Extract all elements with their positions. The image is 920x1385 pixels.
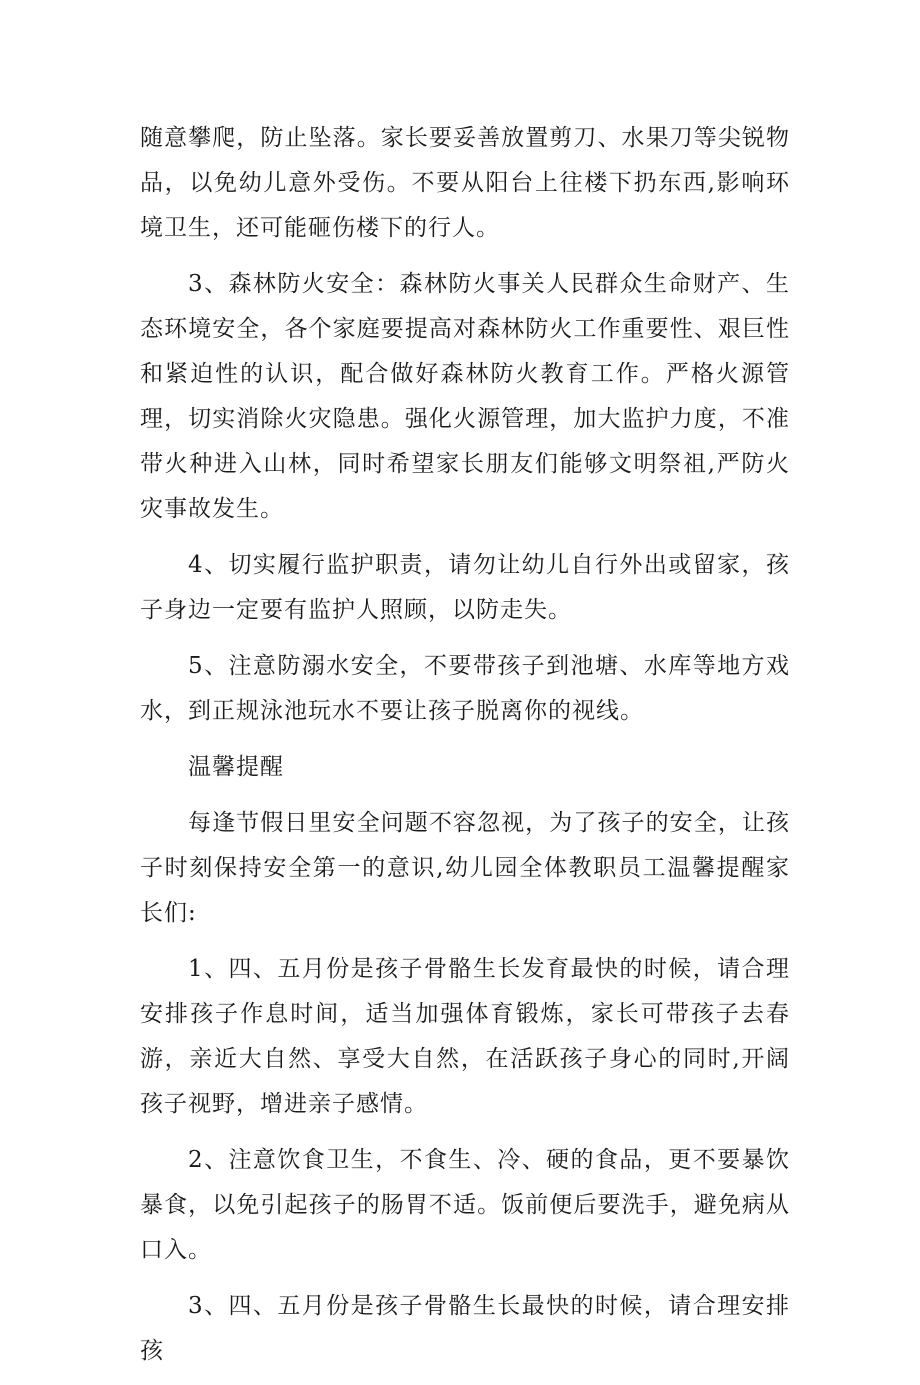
paragraph-guardianship: 4、切实履行监护职责，请勿让幼儿自行外出或留家，孩子身边一定要有监护人照顾，以防走失。 <box>140 552 790 623</box>
paragraph-tip-3: 3、四、五月份是孩子骨骼生长最快的时候，请合理安排孩 <box>140 1293 790 1364</box>
document-body <box>140 116 790 1385</box>
paragraph-drowning-safety: 5、注意防溺水安全，不要带孩子到池塘、水库等地方戏水，到正规泳池玩水不要让孩子脱离你的视线。 <box>140 653 790 724</box>
paragraph-continuation: 随意攀爬，防止坠落。家长要妥善放置剪刀、水果刀等尖锐物品，以免幼儿意外受伤。不要从阳台上往楼下扔东西,影响环境卫生，还可能砸伤楼下的行人。 <box>140 125 790 241</box>
paragraph-intro: 每逢节假日里安全问题不容忽视，为了孩子的安全，让孩子时刻保持安全第一的意识,幼儿园全体教职员工温馨提醒家长们: <box>140 810 790 926</box>
paragraph-tip-2: 2、注意饮食卫生，不食生、冷、硬的食品，更不要暴饮暴食，以免引起孩子的肠胃不适。饭前便后要洗手，避免病从口入。 <box>140 1147 790 1263</box>
paragraph-forest-fire-safety: 3、森林防火安全：森林防火事关人民群众生命财产、生态环境安全，各个家庭要提高对森林防火工作重要性、艰巨性和紧迫性的认识，配合做好森林防火教育工作。严格火源管理，切实消除火灾隐患。强化火源管理，加大监护力度，不准带火种进入山林，同时希望家长朋友们能够文明祭祖,严防火灾事故发生。 <box>140 271 790 522</box>
paragraph-tip-1: 1、四、五月份是孩子骨骼生长发育最快的时候，请合理安排孩子作息时间，适当加强体育锻炼，家长可带孩子去春游，亲近大自然、享受大自然，在活跃孩子身心的同时,开阔孩子视野，增进亲子感情。 <box>140 956 790 1117</box>
section-heading: 温馨提醒 <box>188 754 284 780</box>
